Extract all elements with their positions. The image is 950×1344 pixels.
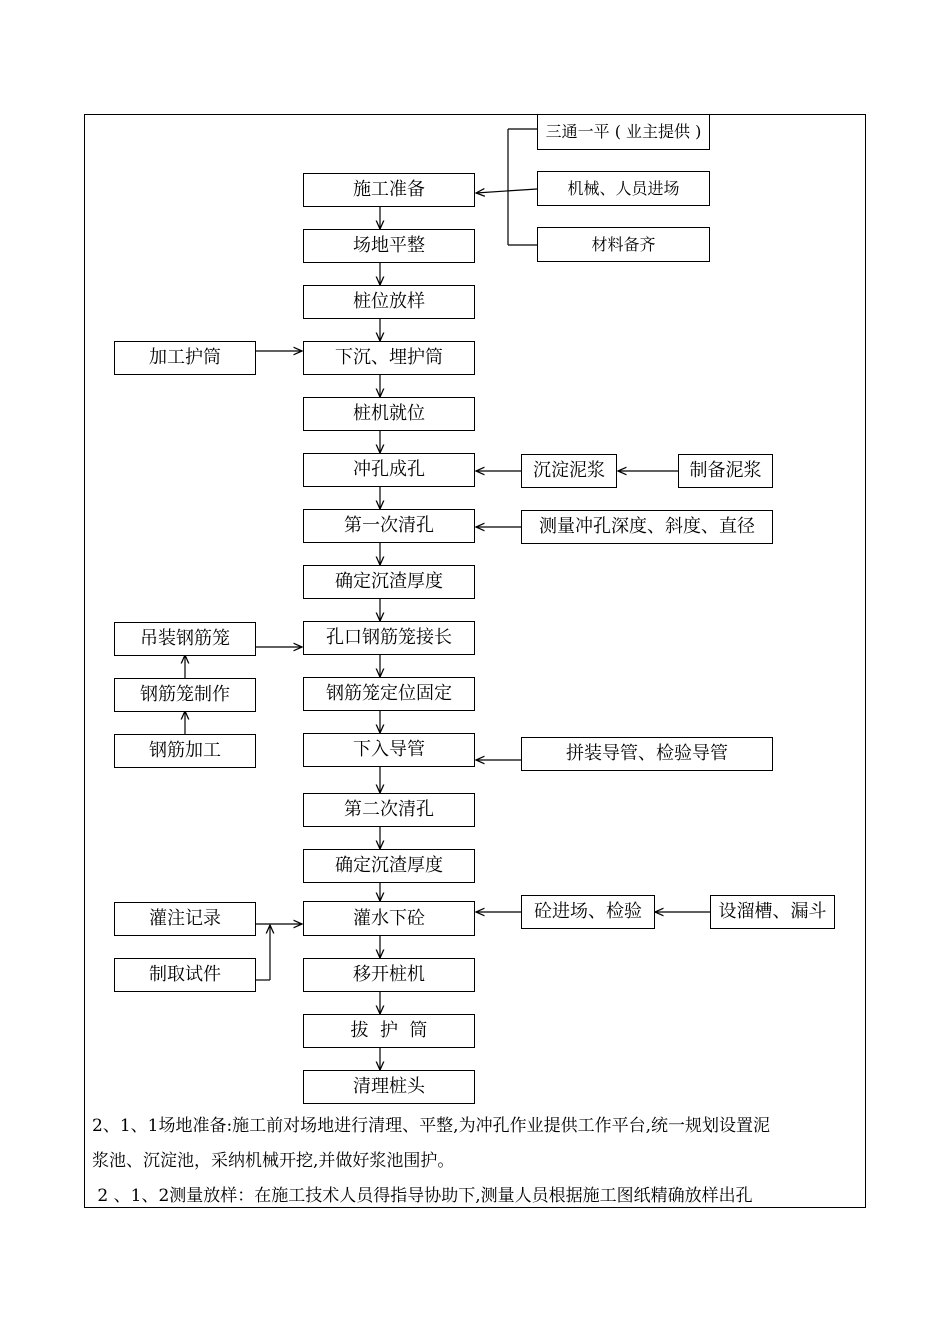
cage-lift-box: 吊装钢筋笼 [114,622,256,656]
pour-record-box: 灌注记录 [114,902,256,936]
casing-make-box: 加工护筒 [114,341,256,375]
main-step-11: 下入导管 [303,733,475,767]
prep-input-materials: 材料备齐 [537,227,710,262]
prep-input-site: 三通一平 ( 业主提供 ) [537,114,710,150]
main-step-16: 拔 护 筒 [303,1014,475,1048]
main-step-13: 确定沉渣厚度 [303,849,475,883]
main-step-6: 冲孔成孔 [303,453,475,487]
main-step-7: 第一次清孔 [303,509,475,543]
tremie-box: 拼装导管、检验导管 [521,737,773,771]
prep-input-machines: 机械、人员进场 [537,171,710,206]
main-step-1: 施工准备 [303,173,475,207]
main-step-12: 第二次清孔 [303,793,475,827]
para-site-prep-line-2: 浆池、沉淀池，采纳机械开挖,并做好浆池围护。 [92,1151,455,1171]
main-step-17: 清理桩头 [303,1070,475,1104]
slurry-make-box: 制备泥浆 [678,454,773,488]
para-survey-line-1: 2 、1、2测量放样：在施工技术人员得指导协助下,测量人员根据施工图纸精确放样出孔 [92,1186,753,1206]
chute-box: 设溜槽、漏斗 [710,895,835,929]
main-step-9: 孔口钢筋笼接长 [303,621,475,655]
para-site-prep-line-1: 2、1、1场地准备:施工前对场地进行清理、平整,为冲孔作业提供工作平台,统一规划设置泥 [92,1116,770,1136]
main-step-14: 灌水下砼 [303,901,475,936]
main-step-10: 钢筋笼定位固定 [303,677,475,711]
rebar-work-box: 钢筋加工 [114,734,256,768]
main-step-3: 桩位放样 [303,285,475,319]
main-step-2: 场地平整 [303,229,475,263]
slurry-settle-box: 沉淀泥浆 [521,454,617,488]
concrete-arrive-box: 砼进场、检验 [521,895,655,929]
main-step-5: 桩机就位 [303,397,475,431]
main-step-15: 移开桩机 [303,958,475,992]
main-step-4: 下沉、埋护筒 [303,341,475,375]
main-step-8: 确定沉渣厚度 [303,565,475,599]
samples-box: 制取试件 [114,958,256,992]
cage-make-box: 钢筋笼制作 [114,678,256,712]
measure-box: 测量冲孔深度、斜度、直径 [521,510,773,544]
